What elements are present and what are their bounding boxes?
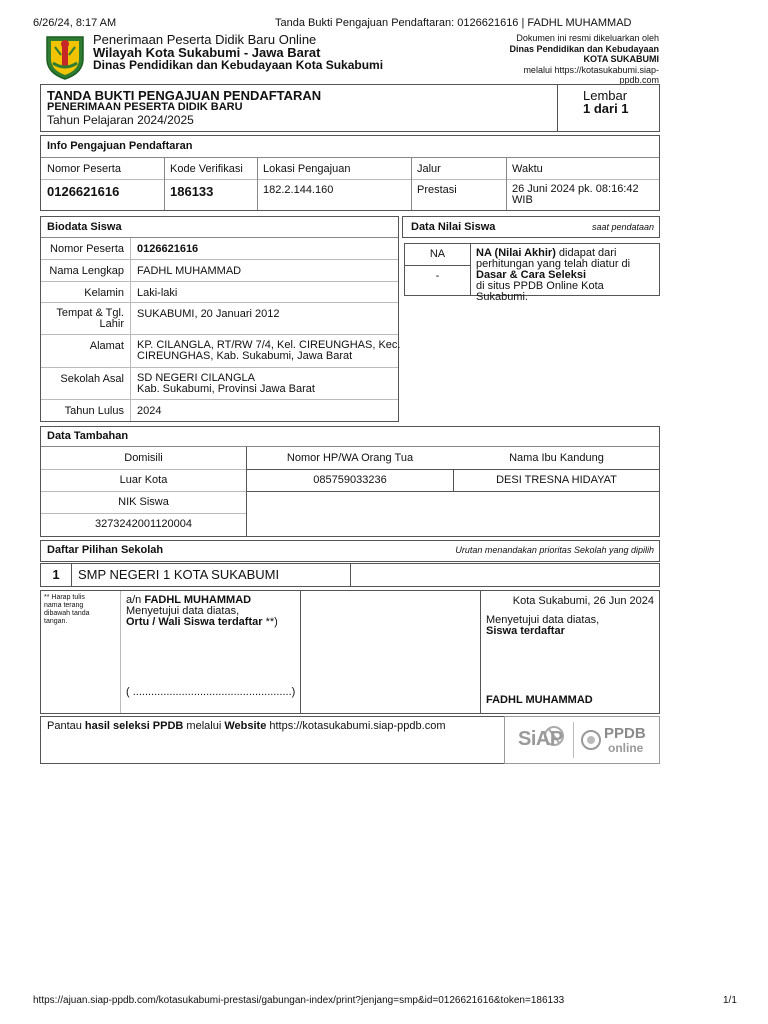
ppdb-logo-text: PPDB (604, 725, 646, 742)
label-ttl-line1: Tempat & Tgl. (56, 307, 124, 319)
signature-divider-1 (120, 591, 121, 713)
label-nama-lengkap: Nama Lengkap (49, 265, 124, 277)
ortu-signature-block (126, 595, 298, 628)
value-sekolah-line1: SD NEGERI CILANGLA (137, 372, 255, 384)
ortu-role-suffix: **) (262, 616, 278, 628)
online-logo-text: online (608, 741, 644, 755)
info-heading: Info Pengajuan Pendaftaran (47, 140, 193, 152)
issuer-line5: ppdb.com (619, 75, 659, 85)
nilai-na-label: NA (429, 248, 446, 260)
info-col-nomor: Nomor Peserta (47, 163, 121, 175)
label-nomor-peserta: Nomor Peserta (50, 243, 124, 255)
pilihan-number: 1 (52, 567, 60, 582)
print-datetime: 6/26/24, 8:17 AM (33, 17, 117, 29)
signature-divider-3 (480, 591, 481, 713)
value-alamat-line1: KP. CILANGLA, RT/RW 7/4, Kel. CIREUNGHAS, Kec. (137, 339, 401, 351)
siswa-name: FADHL MUHAMMAD (486, 694, 593, 706)
ortu-name-blank: ( ....................................................) (126, 686, 296, 698)
signature-note-line1: ** Harap tulis (44, 594, 85, 601)
value-alamat (137, 340, 400, 362)
footer-b2: Website (224, 720, 267, 732)
document-title: TANDA BUKTI PENGAJUAN PENDAFTARAN (47, 88, 322, 103)
value-sekolah-asal (137, 373, 315, 395)
footer-link[interactable]: https://kotasukabumi.siap-ppdb.com (266, 720, 446, 732)
signature-note-line2: nama terang (44, 602, 84, 609)
biodata-heading: Biodata Siswa (47, 221, 122, 233)
print-page: 1/1 (723, 995, 737, 1006)
nilai-desc4: di situs PPDB Online Kota Sukabumi. (476, 280, 604, 303)
print-url: https://ajuan.siap-ppdb.com/kotasukabumi-prestasi/gabungan-index/print?jenjang=smp&id=0126621616&token=186133 (33, 995, 565, 1006)
pilihan-school-divider (350, 564, 351, 586)
document-subtitle: PENERIMAAN PESERTA DIDIK BARU (47, 101, 243, 113)
nilai-description (476, 248, 658, 303)
issuer-line3: KOTA SUKABUMI (583, 54, 659, 64)
biodata-row-line-6 (41, 399, 398, 400)
footer-b1: hasil seleksi PPDB (84, 720, 184, 732)
value-nomor-peserta: 0126621616 (137, 243, 199, 255)
tambahan-line-hp-top (247, 469, 659, 470)
biodata-row-line-1 (41, 259, 398, 260)
ibu-value: DESI TRESNA HIDAYAT (496, 474, 617, 486)
header-issuer (460, 33, 659, 86)
print-title: Tanda Bukti Pengajuan Pendaftaran: 0126621616 | FADHL MUHAMMAD (275, 17, 632, 29)
biodata-row-line-5 (41, 367, 398, 368)
footer-logo-divider (573, 722, 574, 758)
ortu-role: Ortu / Wali Siswa terdaftar (126, 616, 263, 628)
ibu-label: Nama Ibu Kandung (509, 452, 604, 464)
pilihan-school: SMP NEGERI 1 KOTA SUKABUMI (78, 567, 280, 582)
info-lokasi-value: 182.2.144.160 (263, 184, 334, 196)
siswa-role: Siswa terdaftar (486, 625, 565, 637)
nik-label: NIK Siswa (118, 496, 169, 508)
label-ttl (41, 308, 124, 330)
nilai-desc1: didapat dari (555, 247, 617, 259)
label-sekolah-asal: Sekolah Asal (60, 373, 124, 385)
biodata-row-line-3 (41, 302, 398, 303)
footer-text (47, 720, 445, 732)
info-waktu-value (512, 184, 639, 206)
biodata-row-line-2 (41, 281, 398, 282)
info-col-jalur: Jalur (417, 163, 441, 175)
pilihan-note: Urutan menandakan prioritas Sekolah yang dipilih (455, 545, 654, 555)
info-waktu-line2: WIB (512, 194, 533, 206)
issuer-line4: melalui https://kotasukabumi.siap- (523, 64, 659, 75)
header-line2: Wilayah Kota Sukabumi - Jawa Barat (93, 45, 321, 60)
tambahan-heading: Data Tambahan (47, 430, 129, 442)
ortu-agree-text: Menyetujui data diatas, (126, 605, 240, 617)
hp-value: 085759033236 (313, 474, 387, 486)
footer-t2: melalui (183, 720, 225, 732)
kota-sukabumi-emblem (41, 33, 89, 81)
signature-note-line4: tangan. (44, 618, 68, 625)
sheet-value: 1 dari 1 (583, 101, 629, 116)
header-line1: Penerimaan Peserta Didik Baru Online (93, 32, 317, 47)
nilai-desc-bold3: Dasar & Cara Seleksi (476, 269, 587, 281)
value-tahun-lulus: 2024 (137, 405, 162, 417)
info-col-divider-2 (257, 158, 258, 210)
signature-divider-2 (300, 591, 301, 713)
siap-logo-text: SiAP (518, 728, 563, 750)
label-ttl-line2: Lahir (99, 318, 124, 330)
nilai-row-divider (405, 265, 470, 266)
school-year: Tahun Pelajaran 2024/2025 (47, 113, 194, 127)
nilai-desc2: perhitungan yang telah diatur di (476, 258, 631, 270)
info-header-line (41, 179, 659, 180)
biodata-row-line-4 (41, 334, 398, 335)
pilihan-number-divider (71, 564, 72, 586)
title-divider (557, 85, 558, 131)
pilihan-heading: Daftar Pilihan Sekolah (47, 544, 164, 556)
nilai-desc-bold1: NA (Nilai Akhir) (476, 247, 556, 259)
nilai-heading: Data Nilai Siswa (411, 221, 496, 233)
biodata-heading-line (41, 237, 398, 238)
label-tahun-lulus: Tahun Lulus (64, 405, 124, 417)
ppdb-emblem (580, 724, 602, 754)
signature-note (44, 594, 118, 626)
sheet-label: Lembar (583, 88, 628, 103)
tambahan-line-hp-bottom (247, 491, 659, 492)
an-name: FADHL MUHAMMAD (144, 594, 252, 606)
label-kelamin: Kelamin (84, 287, 124, 299)
tambahan-left-line-1 (41, 469, 246, 470)
siswa-agree-text: Menyetujui data diatas, (486, 614, 600, 626)
siswa-signature-block (486, 615, 656, 637)
value-kelamin: Laki-laki (137, 287, 178, 299)
footer-t1: Pantau (47, 720, 85, 732)
nilai-na-value: - (435, 270, 440, 282)
info-col-lokasi: Lokasi Pengajuan (263, 163, 351, 175)
signature-note-line3: dibawah tanda (44, 610, 90, 617)
info-col-kode: Kode Verifikasi (170, 163, 243, 175)
nilai-col-divider (470, 244, 471, 295)
info-kode-value: 186133 (170, 184, 214, 199)
value-sekolah-line2: Kab. Sukabumi, Provinsi Jawa Barat (137, 383, 315, 395)
issuer-line1: Dokumen ini resmi dikeluarkan oleh (516, 33, 659, 43)
biodata-col-divider (130, 238, 131, 421)
value-alamat-line2: CIREUNGHAS, Kab. Sukabumi, Jawa Barat (137, 350, 353, 362)
info-nomor-value: 0126621616 (47, 184, 120, 199)
nilai-note: saat pendataan (591, 222, 654, 232)
info-col-waktu: Waktu (512, 163, 543, 175)
tambahan-heading-line (41, 446, 659, 447)
value-nama-lengkap: FADHL MUHAMMAD (137, 265, 242, 277)
label-alamat: Alamat (89, 340, 124, 352)
header-line3: Dinas Pendidikan dan Kebudayaan Kota Sukabumi (93, 58, 384, 72)
info-heading-line (41, 157, 659, 158)
info-jalur-value: Prestasi (417, 184, 457, 196)
tambahan-left-line-2 (41, 491, 246, 492)
info-col-divider-1 (164, 158, 165, 210)
hp-label: Nomor HP/WA Orang Tua (286, 452, 414, 464)
sign-place-date: Kota Sukabumi, 26 Jun 2024 (512, 595, 654, 607)
info-col-divider-3 (411, 158, 412, 210)
an-prefix: a/n (126, 594, 145, 606)
issuer-line2: Dinas Pendidikan dan Kebudayaan (509, 43, 659, 54)
info-waktu-line1: 26 Juni 2024 pk. 08:16:42 (512, 183, 639, 195)
value-ttl: SUKABUMI, 20 Januari 2012 (137, 308, 280, 320)
info-col-divider-4 (506, 158, 507, 210)
domisili-label: Domisili (124, 452, 163, 464)
domisili-value: Luar Kota (119, 474, 168, 486)
tambahan-left-line-3 (41, 513, 246, 514)
nik-value: 3273242001120004 (94, 518, 193, 530)
